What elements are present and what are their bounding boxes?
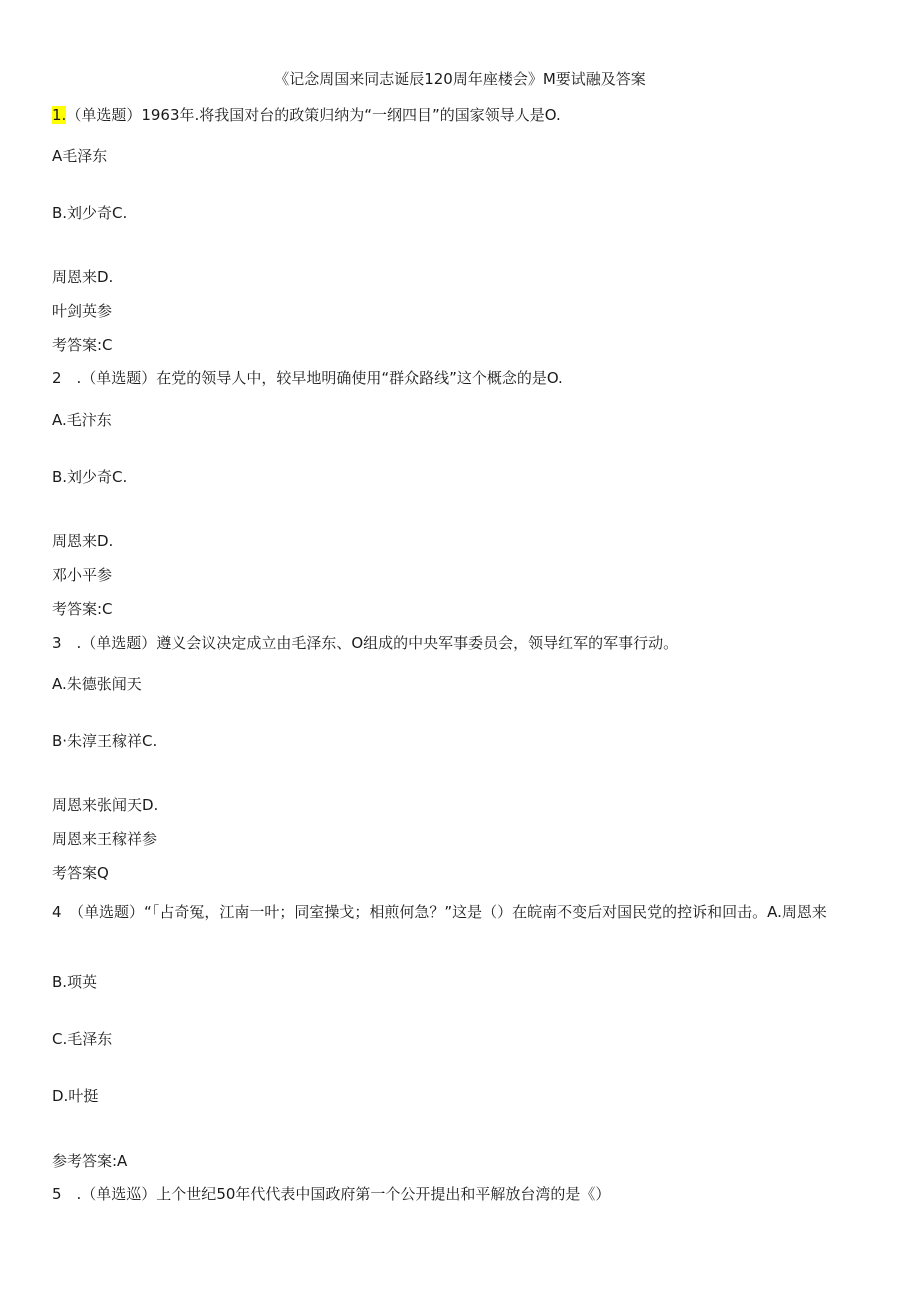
question-3-option-c: 周恩来张闻天D.: [52, 796, 159, 814]
document-title: 《记念周国来同志诞辰120周年座楼会》M要试融及答案: [274, 70, 646, 88]
question-1-option-b: B.刘少奇C.: [52, 204, 128, 222]
question-4-option-c: C.毛泽东: [52, 1030, 113, 1048]
question-2-option-c: 周恩来D.: [52, 532, 114, 550]
question-4-stem: 4 （单选题）“「占奇冤，江南一叶；同室操戈；相煎何急？”这是（）在皖南不变后对国民党的控诉和回击。A.周恩来: [52, 903, 827, 921]
question-3-answer: 考答案Q: [52, 864, 109, 882]
question-3-option-a: A.朱德张闻天: [52, 675, 142, 693]
question-1-text: （单选题）1963年.将我国对台的政策归纳为“一纲四目”的国家领导人是O.: [66, 106, 561, 124]
question-2-answer: 考答案:C: [52, 600, 113, 618]
question-4-answer: 参考答案:A: [52, 1152, 128, 1170]
question-2-stem: 2 .（单选题）在党的领导人中，较早地明确使用“群众路线”这个概念的是O.: [52, 369, 563, 387]
question-2-option-a: A.毛汴东: [52, 411, 112, 429]
question-3-stem: 3 .（单选题）遵义会议决定成立由毛泽东、O组成的中央军事委员会，领导红军的军事行动。: [52, 634, 679, 652]
question-1-answer: 考答案:C: [52, 336, 113, 354]
question-4-option-d: D.叶挺: [52, 1087, 99, 1105]
question-4-option-b: B.项英: [52, 973, 98, 991]
question-1-stem: [52, 104, 561, 126]
question-1-option-a: A毛泽东: [52, 147, 108, 165]
question-2-option-b: B.刘少奇C.: [52, 468, 128, 486]
question-1-option-d: 叶剑英参: [52, 302, 113, 320]
question-3-option-b: B·朱淳王稼祥C.: [52, 732, 158, 750]
question-1-option-c: 周恩来D.: [52, 268, 114, 286]
question-1-number: 1.: [52, 106, 67, 124]
question-3-option-d: 周恩来王稼祥参: [52, 830, 158, 848]
question-5-stem: 5 .（单选巡）上个世纪50年代代表中国政府第一个公开提出和平解放台湾的是《）: [52, 1185, 611, 1203]
question-2-option-d: 邓小平参: [52, 566, 113, 584]
